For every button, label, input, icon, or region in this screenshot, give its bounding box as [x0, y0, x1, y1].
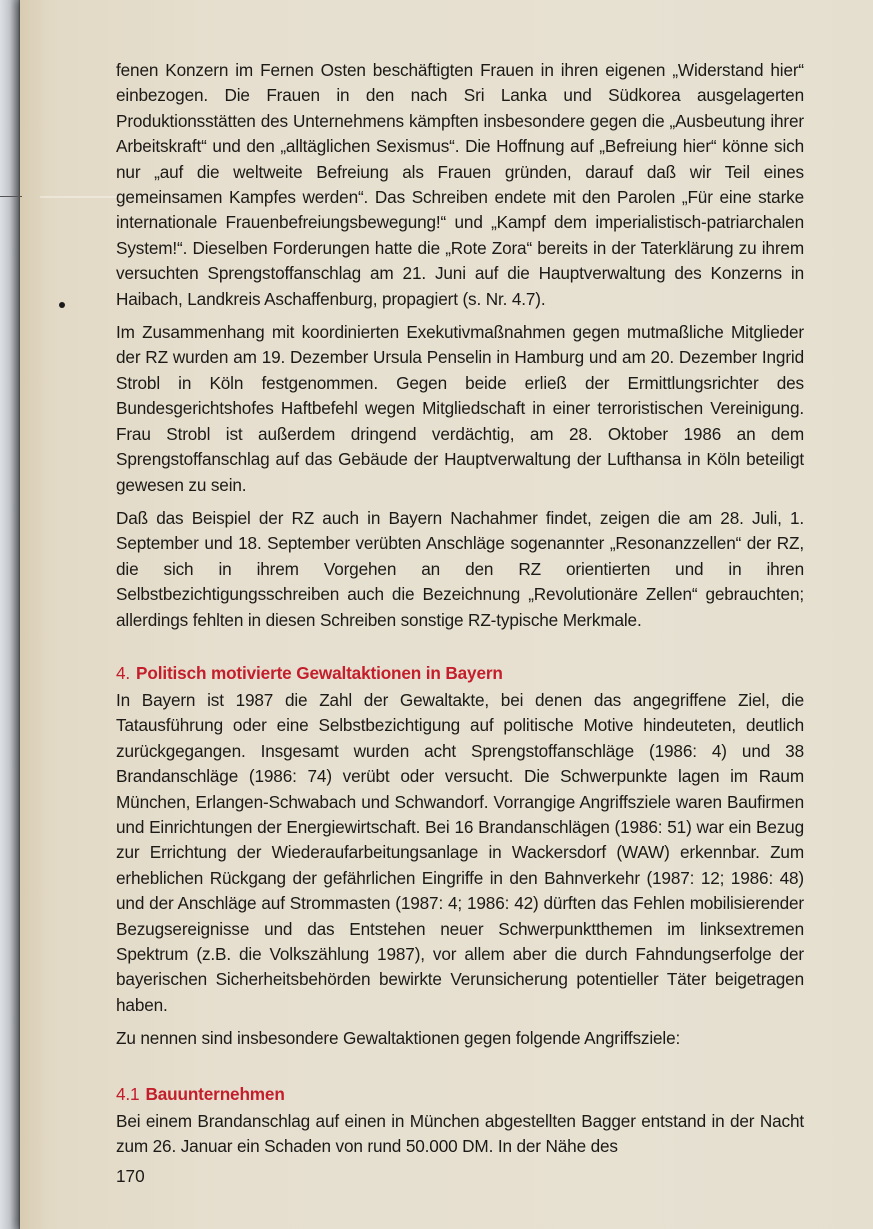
page-number: 170	[116, 1166, 145, 1186]
book-spine-shadow	[0, 0, 20, 1229]
paragraph-targets-intro: Zu nennen sind insbesondere Gewaltaktionen gegen folgende Angriffsziele:	[116, 1028, 681, 1049]
section-heading-4-1	[116, 1082, 804, 1107]
paragraph-arrests: Im Zusammenhang mit koordinierten Exekutivmaßnahmen gegen mutmaßliche Mitglieder der RZ wurden am 19. Dezember Ursula Penselin in Hamburg und am 20. Dezember Ingrid Strobl in Köln festgenommen. Gegen beide erließ der Ermittlungsrichter des Bundesgerichtshofes Haftbefehl wegen Mitgliedschaft in einer terroristischen Vereinigung. Frau Strobl ist außerdem dringend verdächtig, am 28. Oktober 1986 an dem Sprengstoffanschlag auf das Gebäude der Hauptverwaltung der Lufthansa in Köln beteiligt gewesen zu sein.	[116, 322, 804, 495]
spine-edge-line	[0, 196, 22, 197]
margin-dot-mark	[59, 302, 65, 308]
section-heading-4	[116, 661, 804, 686]
subsection-title: Bauunternehmen	[145, 1083, 285, 1104]
subsection-number: 4.1	[116, 1083, 140, 1104]
paragraph-resonanzzellen: Daß das Beispiel der RZ auch in Bayern Nachahmer findet, zeigen die am 28. Juli, 1. September und 18. September verübten Anschläge sogenannter „Resonanzzellen“ der RZ, die sich in ihrem Vorgehen an den RZ orientierten und in ihren Selbstbezichtigungsschreiben auch die Bezeichnung „Revolutionäre Zellen“ gebrauchten; allerdings fehlten in diesen Schreiben sonstige RZ-typische Merkmale.	[116, 507, 804, 630]
paragraph-rote-zora: fenen Konzern im Fernen Osten beschäftigten Frauen in ihren eigenen „Widerstand hier“ einbezogen. Die Frauen in den nach Sri Lanka und Südkorea ausgelagerten Produktionsstätten des Unternehmens kämpften insbesondere gegen die „Ausbeutung ihrer Arbeitskraft“ und den „alltäglichen Sexismus“. Die Hoffnung auf „Befreiung hier“ könne sich nur „auf die weltweite Befreiung als Frauen gründen, darauf daß wir Teil eines gemeinsamen Kampfes werden“. Das Schreiben endete mit den Parolen „Für eine starke internationale Frauenbefreiungsbewegung!“ und „Kampf dem imperialistisch-patriarchalen System!“. Dieselben Forderungen hatte die „Rote Zora“ bereits in der Taterklärung zu ihrem versuchten Sprengstoffanschlag am 21. Juni auf die Hauptverwaltung des Konzerns in Haibach, Landkreis Aschaffenburg, propagiert (s. Nr. 4.7).	[116, 60, 804, 309]
page-body-text	[116, 58, 804, 1167]
section-title: Politisch motivierte Gewaltaktionen in Bayern	[136, 662, 503, 683]
paragraph-bayern-overview: In Bayern ist 1987 die Zahl der Gewaltakte, bei denen das angegriffene Ziel, die Tatausführung oder eine Selbstbezichtigung auf politische Motive hindeuteten, deutlich zurückgegangen. Insgesamt wurden acht Sprengstoffanschläge (1986: 4) und 38 Brandanschläge (1986: 74) verübt oder versucht. Die Schwerpunkte lagen im Raum München, Erlangen-Schwabach und Schwandorf. Vorrangige Angriffsziele waren Baufirmen und Einrichtungen der Energiewirtschaft. Bei 16 Brandanschlägen (1986: 51) war ein Bezug zur Errichtung der Wiederaufarbeitungsanlage in Wackersdorf (WAW) erkennbar. Zum erheblichen Rückgang der gefährlichen Eingriffe in den Bahnverkehr (1987: 12; 1986: 48) und der Anschläge auf Strommasten (1987: 4; 1986: 42) dürften das Fehlen mobilisierender Bezugsereignisse und das Entstehen neuer Schwerpunktthemen im linksextremen Spektrum (z.B. die Volkszählung 1987), vor allem aber die durch Fahndungserfolge der bayerischen Sicherheitsbehörden bewirkte Verunsicherung potentieller Täter beigetragen haben.	[116, 689, 804, 1015]
paragraph-bauunternehmen: Bei einem Brandanschlag auf einen in München abgestellten Bagger entstand in der Nacht zum 26. Januar ein Schaden von rund 50.000 DM. In der Nähe des	[116, 1110, 804, 1157]
section-number: 4.	[116, 662, 131, 683]
